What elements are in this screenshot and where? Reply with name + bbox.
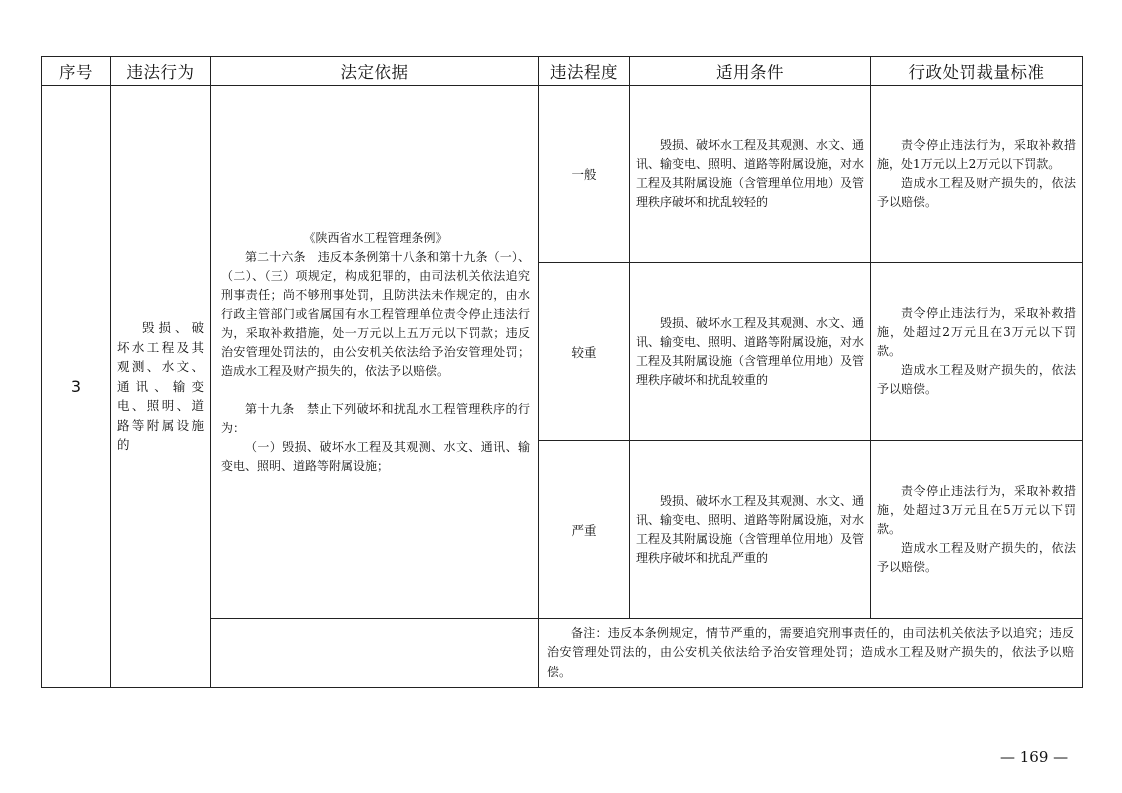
table-row (42, 86, 1083, 263)
header-severity: 违法程度 (539, 57, 630, 86)
condition-severe-text: 毁损、破坏水工程及其观测、水文、通讯、输变电、照明、道路等附属设施，对水工程及其附属设施（含管理单位用地）及管理秩序破坏和扰乱严重的 (636, 493, 865, 565)
standard-serious (871, 263, 1083, 441)
article-19-text: 第十九条 禁止下列破坏和扰乱水工程管理秩序的行为： (221, 401, 530, 435)
note-spacer-cell (211, 619, 539, 688)
legal-basis-cell (211, 86, 539, 619)
severity-serious: 较重 (539, 263, 630, 441)
row-number: 3 (42, 86, 111, 688)
severity-severe: 严重 (539, 441, 630, 619)
standard-general (871, 86, 1083, 263)
article-19-item1-text: （一）毁损、破坏水工程及其观测、水文、通讯、输变电、照明、道路等附属设施； (221, 439, 530, 473)
severity-general: 一般 (539, 86, 630, 263)
condition-general (630, 86, 871, 263)
page-number: — 169 — (1000, 748, 1069, 766)
standard-general-compensation: 造成水工程及财产损失的，依法予以赔偿。 (877, 176, 1076, 209)
header-number: 序号 (42, 57, 111, 86)
table-header-row (42, 57, 1083, 86)
header-penalty-standard: 行政处罚裁量标准 (871, 57, 1083, 86)
violation-text: 毁损、破坏水工程及其观测、水文、通讯、输变电、照明、道路等附属设施的 (117, 320, 204, 453)
penalty-standard-table (41, 56, 1083, 688)
standard-severe (871, 441, 1083, 619)
standard-serious-penalty: 责令停止违法行为，采取补救措施，处超过2万元且在3万元以下罚款。 (877, 306, 1076, 358)
standard-serious-compensation: 造成水工程及财产损失的，依法予以赔偿。 (877, 363, 1076, 396)
standard-severe-compensation: 造成水工程及财产损失的，依法予以赔偿。 (877, 541, 1076, 574)
header-conditions: 适用条件 (630, 57, 871, 86)
header-legal-basis: 法定依据 (211, 57, 539, 86)
violation-cell (111, 86, 211, 688)
condition-serious-text: 毁损、破坏水工程及其观测、水文、通讯、输变电、照明、道路等附属设施，对水工程及其附属设施（含管理单位用地）及管理秩序破坏和扰乱较重的 (636, 315, 865, 387)
condition-severe (630, 441, 871, 619)
header-violation: 违法行为 (111, 57, 211, 86)
standard-general-penalty: 责令停止违法行为，采取补救措施，处1万元以上2万元以下罚款。 (877, 138, 1076, 171)
article-26-text: 第二十六条 违反本条例第十八条和第十九条（一）、（二）、（三）项规定，构成犯罪的，由司法机关依法追究刑事责任；尚不够刑事处罚，且防洪法未作规定的，由水行政主管部门或省属国有水工程管理单位责令停止违法行为，采取补救措施，处一万元以上五万元以下罚款；违反治安管理处罚法的，由公安机关依法给予治安管理处罚；造成水工程及财产损失的，依法予以赔偿。 (221, 249, 530, 378)
standard-severe-penalty: 责令停止违法行为，采取补救措施，处超过3万元且在5万元以下罚款。 (877, 484, 1076, 536)
note-cell (539, 619, 1083, 688)
condition-general-text: 毁损、破坏水工程及其观测、水文、通讯、输变电、照明、道路等附属设施，对水工程及其附属设施（含管理单位用地）及管理秩序破坏和扰乱较轻的 (636, 138, 865, 209)
note-text: 备注：违反本条例规定，情节严重的，需要追究刑事责任的，由司法机关依法予以追究；违反治安管理处罚法的，由公安机关依法给予治安管理处罚；造成水工程及财产损失的，依法予以赔偿。 (547, 625, 1074, 679)
condition-serious (630, 263, 871, 441)
law-title: 《陕西省水工程管理条例》 (303, 230, 448, 245)
